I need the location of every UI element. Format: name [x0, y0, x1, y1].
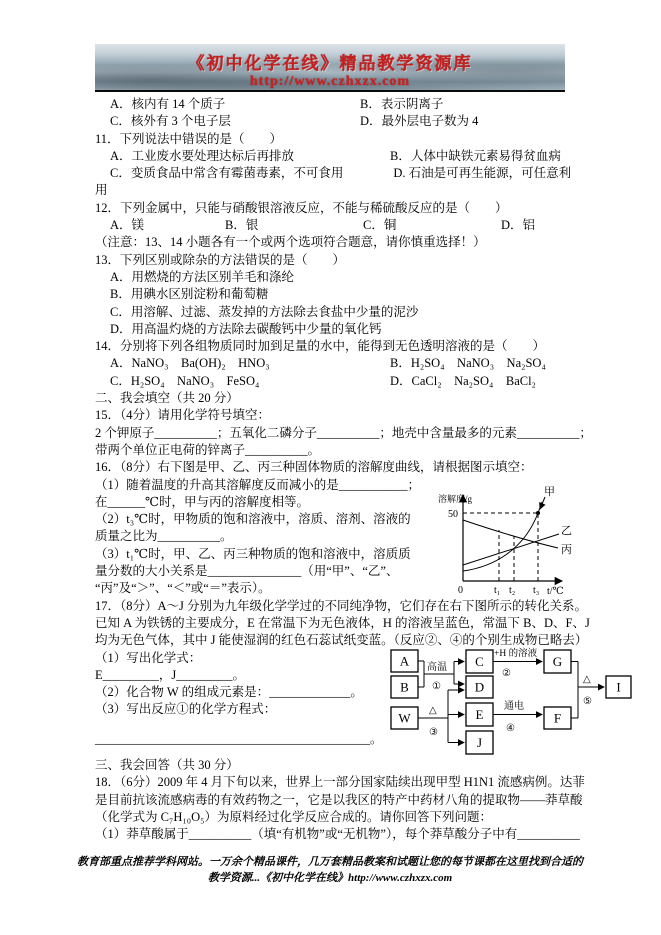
- q14-stem: 14．分别将下列各组物质同时加到足量的水中，能得到无色透明溶液的是（ ）: [95, 339, 546, 354]
- q18-line2: 是目前抗该流感病毒的有效药物之一，它是以我区的特产中药材八角的提取物——莽草酸: [95, 792, 583, 807]
- label-delta-5: △: [583, 674, 591, 685]
- q16-stem: 16．（8分）右下图是甲、乙、丙三种固体物质的溶解度曲线，请根据图示填空：: [95, 460, 533, 475]
- q12-option-c: C．铜: [363, 218, 397, 233]
- page-footer: [50, 854, 610, 886]
- chart-xtick-t1: t₁: [494, 585, 501, 596]
- q17-part1: （1）写出化学式：: [95, 650, 202, 665]
- label-circle3: ③: [429, 727, 438, 738]
- q14-option-b: B．H₂SO₄ NaNO₃ Na₂SO₄: [390, 356, 546, 371]
- label-circle5: ⑤: [583, 696, 592, 707]
- q16-part3c: “丙”及“＞”、“＜”或“＝”表示）。: [95, 581, 271, 596]
- box-d-label: D: [474, 679, 485, 695]
- banner-url: http://www.czhxzx.com: [249, 74, 411, 89]
- q10-options-cd: [95, 113, 565, 130]
- chart-origin: 0: [458, 585, 463, 596]
- footer-line2: 教学资源...《初中化学在线》http://www.czhxzx.com: [207, 872, 453, 884]
- q11-option-b: B．人体中缺铁元素易得贫血病: [390, 148, 561, 163]
- box-b-label: B: [400, 679, 409, 695]
- q18-line3: （化学式为 C₇H₁₀O₅）为原料经过化学反应合成的。请你回答下列问题：: [95, 809, 492, 824]
- chart-ytick-50: 50: [448, 509, 458, 520]
- label-delta-3: △: [429, 705, 437, 716]
- q10-options-ab: [95, 96, 565, 113]
- q14-option-d: D．CaCl₂ Na₂SO₄ BaCl₂: [390, 373, 536, 388]
- q16-part1b: 在______℃时，甲与丙的溶解度相等。: [95, 494, 309, 509]
- q14-option-a: A．NaNO₃ Ba(OH)₂ HNO₃: [110, 356, 270, 371]
- q10-option-a: A．核内有 14 个质子: [110, 97, 226, 111]
- box-j-label: J: [476, 735, 483, 750]
- box-g-label: G: [552, 654, 563, 669]
- box-i-label: I: [616, 679, 621, 695]
- q17-part3-blank-line: ____________________________________________。: [95, 731, 383, 746]
- q18-line1: 18．（6分）2009 年 4 月下旬以来，世界上一部分国家陆续出现甲型 H1N1 流感病例。达菲: [95, 775, 585, 790]
- banner-title: 《初中化学在线》精品教学资源库: [187, 54, 473, 73]
- solubility-chart: [438, 481, 574, 604]
- q17-stem2: 已知 A 为铁锈的主要成分，E 在常温下为无色液体，H 的溶液呈蓝色，常温下 B、D、F、J: [95, 615, 590, 630]
- label-plus-h-solution: +H 的溶液: [494, 649, 538, 659]
- q13-stem: 13．下列区别或除杂的方法错误的是（ ）: [95, 252, 346, 267]
- q17-part3: （3）写出反应①的化学方程式：: [95, 702, 277, 717]
- label-circle4: ④: [506, 723, 515, 734]
- chart-xtick-t3: t₃: [533, 585, 540, 596]
- chart-x-unit: t/℃: [547, 586, 564, 597]
- q13-option-a: A．用燃烧的方法区别羊毛和涤纶: [110, 269, 295, 284]
- q16-part2: （2）t₃℃时，甲物质的饱和溶液中，溶质、溶剂、溶液的: [95, 512, 411, 527]
- q16-part3b: 量分数的大小关系是_______________（用“甲”、“乙”、: [95, 564, 399, 579]
- q13-option-b: B．用碘水区别淀粉和葡萄糖: [110, 287, 269, 302]
- q12-options: [95, 217, 565, 234]
- label-gaowen: 高温: [427, 662, 447, 673]
- box-e-label: E: [475, 707, 484, 722]
- series-label-jia: 甲: [544, 486, 555, 498]
- q17-part1-blanks: E_________，J_________。: [95, 667, 246, 682]
- q13-option-d: D．用高温灼烧的方法除去碳酸钙中少量的氧化钙: [110, 321, 382, 336]
- q11-option-a: A．工业废水要处理达标后再排放: [110, 148, 295, 163]
- q11-options-cd: C．变质食品中常含有霉菌毒素，不可食用 D. 石油是可再生能源，可任意利: [110, 166, 572, 181]
- site-banner: [95, 44, 565, 92]
- series-label-yi: 乙: [561, 525, 572, 537]
- label-circle2: ②: [502, 668, 511, 679]
- footer-line1: 教育部重点推荐学科网站。一万余个精品课件，几万套精品教案和试题让您的每节课都在这里找到合适的: [77, 856, 583, 868]
- series-label-bing: 丙: [561, 544, 572, 556]
- q11-stem: 11．下列说法中错误的是（ ）: [95, 131, 283, 146]
- q17-stem1: 17．（8分）A～J 分别为九年级化学学过的不同纯净物，它们存在右下图所示的转化关系。: [95, 598, 588, 613]
- box-c-label: C: [475, 654, 484, 669]
- q15-line1: 2 个钾原子__________；五氧化二磷分子__________；地壳中含量最多的元素__________；: [95, 425, 592, 440]
- box-f-label: F: [553, 710, 562, 726]
- jia-label-arrow: [540, 497, 545, 509]
- q10-option-c: C．核外有 3 个电子层: [110, 114, 231, 129]
- q14-options-cd: [95, 373, 565, 390]
- q11-options-ab: [95, 148, 565, 165]
- q12-stem: 12．下列金属中，只能与硝酸银溶液反应，不能与稀硫酸反应的是（ ）: [95, 200, 508, 215]
- q17-part2: （2）化合物 W 的组成元素是：_____________。: [95, 685, 363, 700]
- q15-stem: 15．（4分）请用化学符号填空：: [95, 408, 271, 423]
- note-13-14: （注意：13、14 小题各有一个或两个选项符合题意，请你慎重选择！）: [95, 235, 486, 250]
- curve-bing: [463, 520, 558, 548]
- q14-options-ab: [95, 355, 565, 372]
- q12-option-d: D．铝: [501, 218, 536, 233]
- q16-part2b: 质量之比为__________。: [95, 529, 233, 544]
- q16-part3: （3）t₁℃时，甲、乙、丙三种物质的饱和溶液中，溶质质: [95, 546, 411, 561]
- section2-title: 二、我会填空（共 20 分）: [95, 391, 239, 406]
- q18-line4: （1）莽草酸属于__________（填“有机物”或“无机物”），每个莽草酸分子中有__________: [95, 827, 580, 842]
- q17-stem3: 均为无色气体，其中 J 能使湿润的红色石蕊试纸变蓝。（反应②、④的个别生成物已略去）: [95, 633, 588, 648]
- label-tongdian: 通电: [504, 701, 524, 712]
- q10-option-d: D．最外层电子数为 4: [360, 114, 479, 129]
- jia-50-point: [536, 511, 540, 515]
- q15-line2: 带两个单位正电荷的锌离子__________。: [95, 442, 321, 457]
- gf-bracket-lines: [571, 662, 578, 719]
- q11-option-d-wrap: 用: [95, 183, 108, 198]
- q14-option-c: C．H₂SO₄ NaNO₃ FeSO₄: [110, 373, 260, 388]
- q12-option-a: A．镁: [110, 218, 145, 233]
- curve-yi: [463, 534, 559, 565]
- section3-title: 三、我会回答（共 30 分）: [95, 757, 239, 772]
- chart-y-label: 溶解度/g: [438, 494, 473, 504]
- chart-xtick-t2: t₂: [509, 585, 516, 596]
- q10-option-b: B．表示阴离子: [360, 97, 444, 111]
- q12-option-b: B．银: [225, 218, 259, 233]
- conversion-diagram: [386, 643, 654, 770]
- box-w-label: W: [398, 710, 411, 726]
- label-circle1: ①: [432, 681, 441, 692]
- box-a-label: A: [399, 653, 410, 669]
- q13-option-c: C．用溶解、过滤、蒸发掉的方法除去食盐中少量的泥沙: [110, 304, 419, 319]
- q16-part1: （1）随着温度的升高其溶解度反而减小的是___________；: [95, 477, 421, 492]
